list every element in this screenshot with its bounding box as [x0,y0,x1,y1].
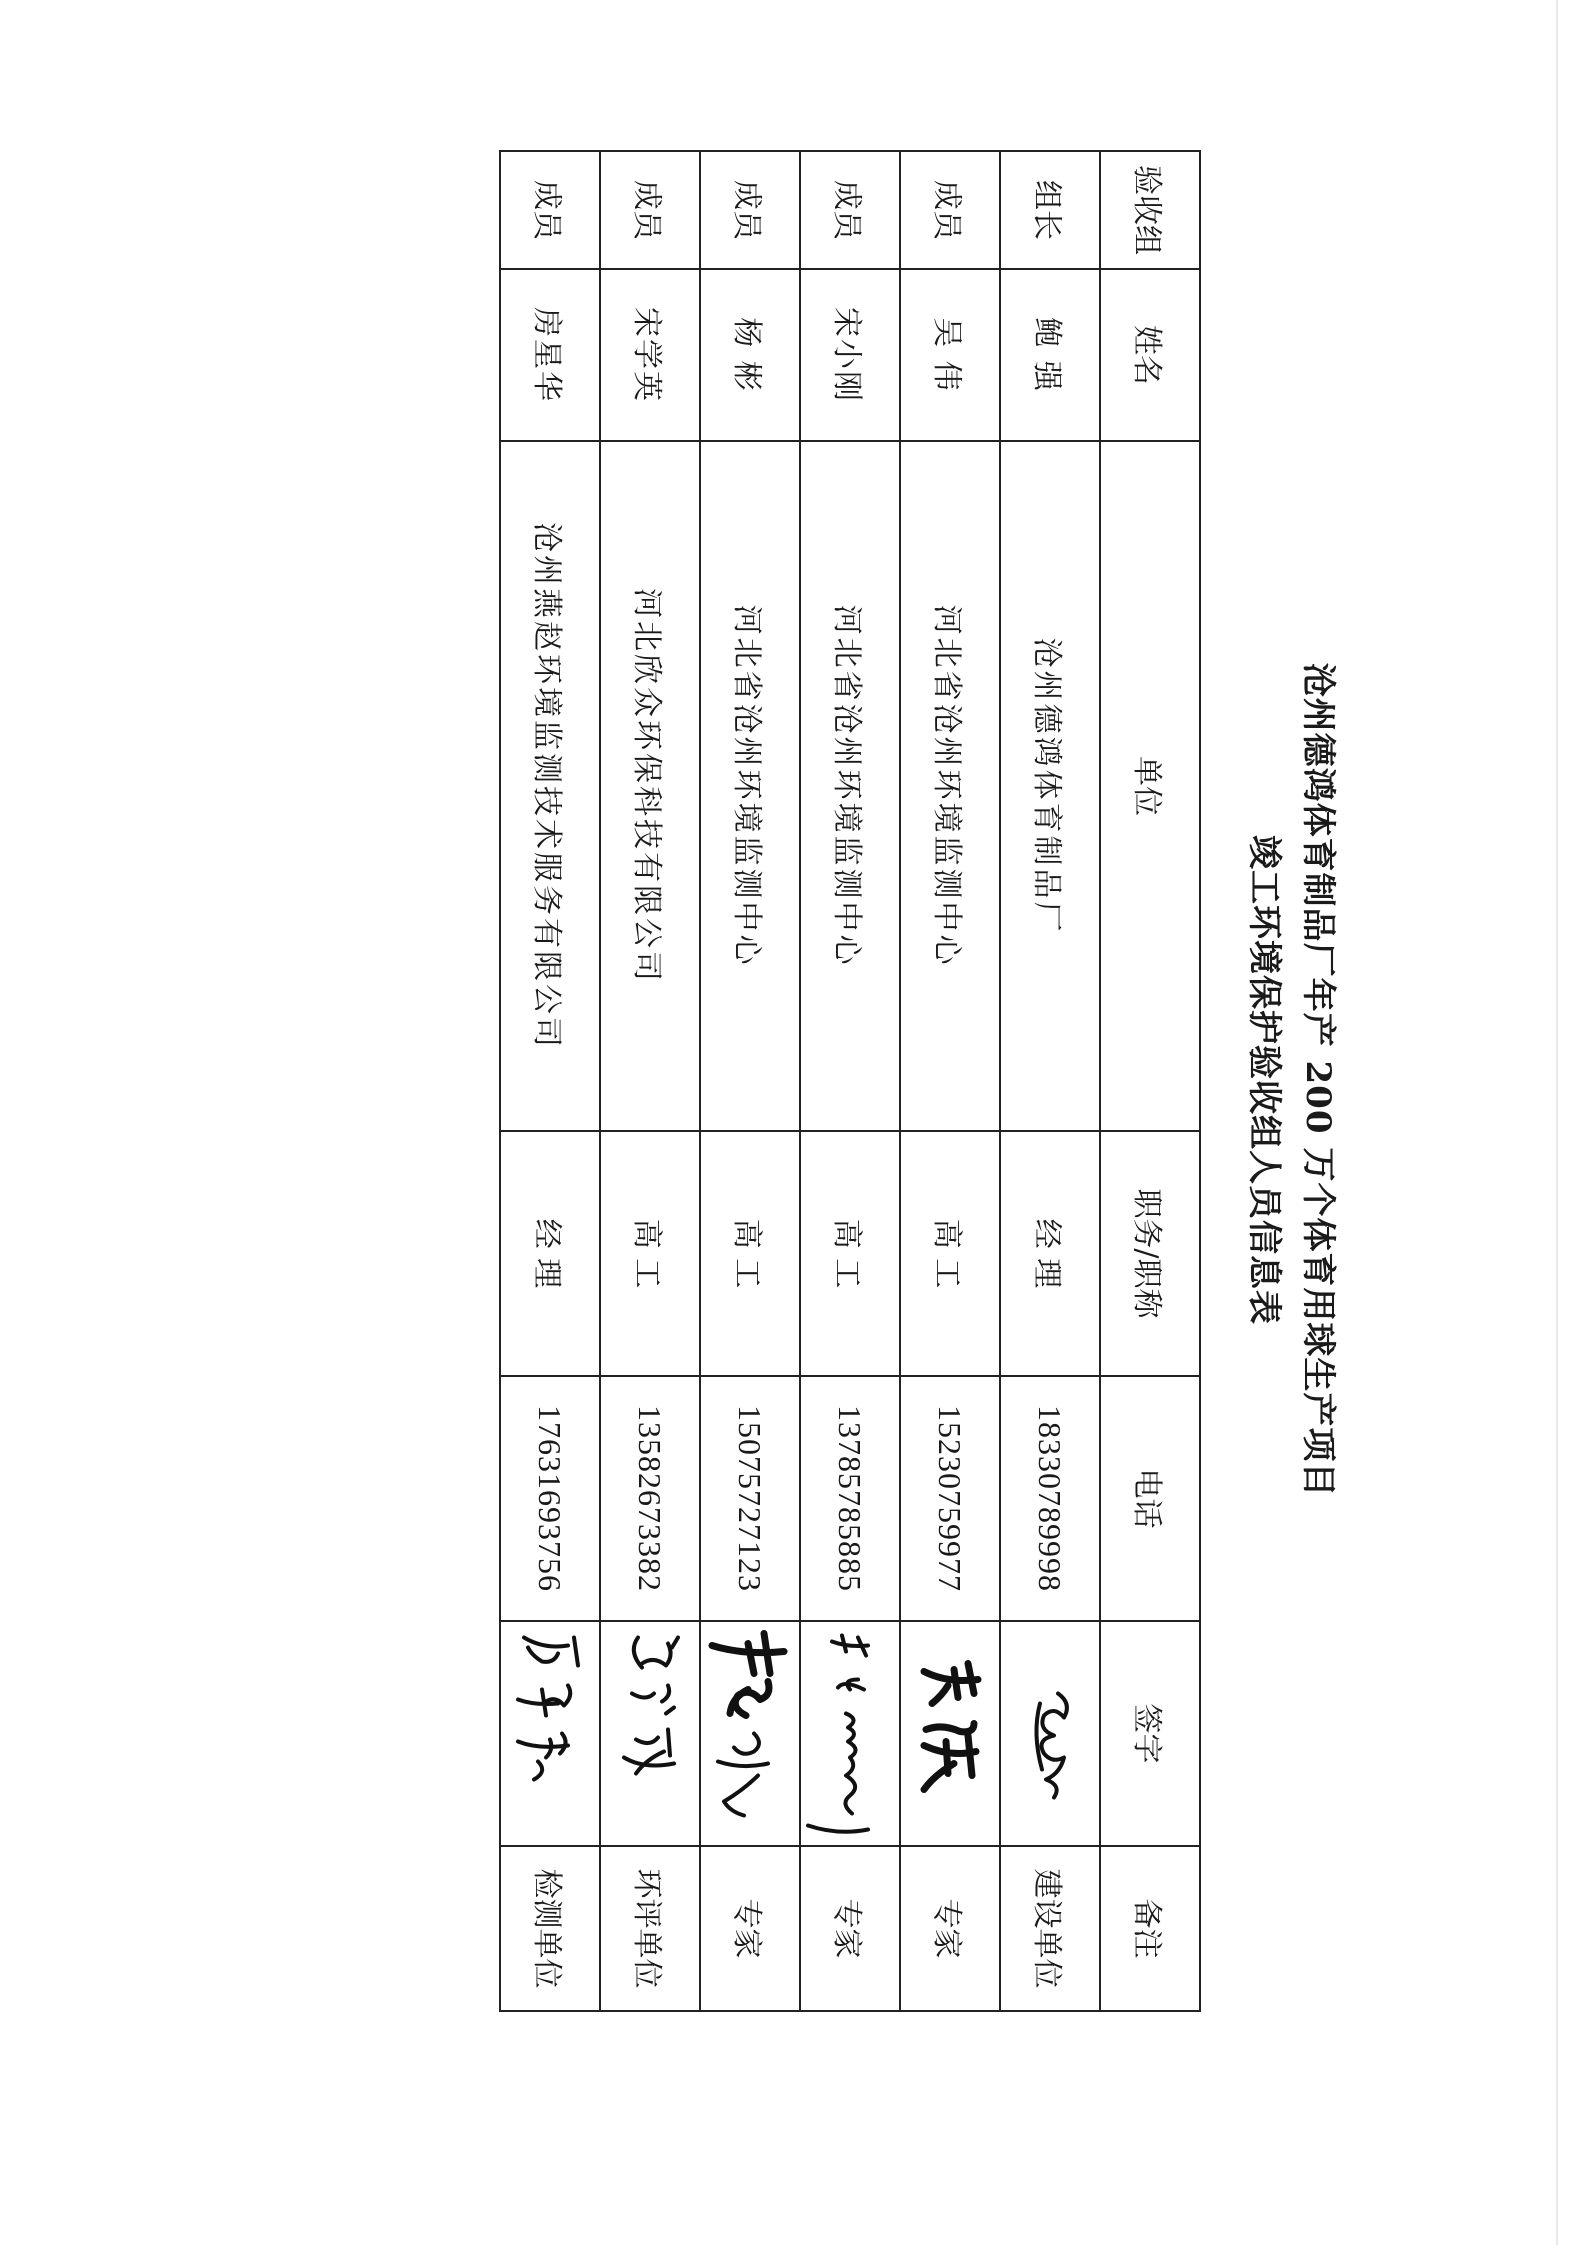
title-cell: 高 工 [900,1131,1000,1376]
unit-cell: 河北省沧州环境监测中心 [800,441,900,1131]
header-cell: 备注 [1100,1846,1200,2011]
phone-cell: 15075727123 [700,1376,800,1621]
note-cell: 检测单位 [500,1846,600,2011]
signature-cell [800,1621,900,1846]
table-row [900,151,1000,2011]
table-row [600,151,700,2011]
handwritten-signature [502,1622,598,1845]
personnel-table [499,150,1201,2012]
title-cell: 高 工 [700,1131,800,1376]
note-cell: 专家 [900,1846,1000,2011]
name-cell: 吴 伟 [900,269,1000,441]
note-cell: 环评单位 [600,1846,700,2011]
table-row [700,151,800,2011]
scan-edge-line [1556,0,1558,2245]
title-cell: 高 工 [800,1131,900,1376]
handwritten-signature [702,1622,798,1845]
note-cell: 专家 [800,1846,900,2011]
name-cell: 房星华 [500,269,600,441]
unit-cell: 沧州德鸿体育制品厂 [1000,441,1100,1131]
signature-cell [700,1621,800,1846]
name-cell: 杨 彬 [700,269,800,441]
handwritten-signature [902,1622,998,1845]
table-row [1000,151,1100,2011]
signature-cell [500,1621,600,1846]
document-title: 沧州德鸿体育制品厂年产 200 万个体育用球生产项目 [1298,662,1338,1498]
name-cell: 鲍 强 [1000,269,1100,441]
unit-cell: 沧州燕赵环境监测技术服务有限公司 [500,441,600,1131]
phone-cell: 18330789998 [1000,1376,1100,1621]
table-row [500,151,600,2011]
header-cell: 单位 [1100,441,1200,1131]
role-cell: 成员 [800,151,900,269]
role-cell: 组长 [1000,151,1100,269]
signature-cell [1000,1621,1100,1846]
unit-cell: 河北欣众环保科技有限公司 [600,441,700,1131]
table-header-row [1100,151,1200,2011]
header-cell: 职务/职称 [1100,1131,1200,1376]
unit-cell: 河北省沧州环境监测中心 [700,441,800,1131]
phone-cell: 15230759977 [900,1376,1000,1621]
document-sheet [395,150,1355,2010]
note-cell: 专家 [700,1846,800,2011]
header-cell: 姓名 [1100,269,1200,441]
role-cell: 成员 [700,151,800,269]
header-cell: 电话 [1100,1376,1200,1621]
signature-cell [900,1621,1000,1846]
handwritten-signature [1002,1622,1098,1845]
role-cell: 成员 [900,151,1000,269]
phone-cell: 17631693756 [500,1376,600,1621]
note-cell: 建设单位 [1000,1846,1100,2011]
header-cell: 签字 [1100,1621,1200,1846]
name-cell: 宋学英 [600,269,700,441]
table-row [800,151,900,2011]
header-cell: 验收组 [1100,151,1200,269]
handwritten-signature [802,1622,898,1845]
title-cell: 高 工 [600,1131,700,1376]
unit-cell: 河北省沧州环境监测中心 [900,441,1000,1131]
title-cell: 经 理 [500,1131,600,1376]
signature-cell [600,1621,700,1846]
name-cell: 宋小刚 [800,269,900,441]
role-cell: 成员 [500,151,600,269]
document-subtitle: 竣工环境保护验收组人员信息表 [1244,835,1284,1325]
title-cell: 经 理 [1000,1131,1100,1376]
role-cell: 成员 [600,151,700,269]
handwritten-signature [602,1622,698,1845]
phone-cell: 13785785885 [800,1376,900,1621]
phone-cell: 13582673382 [600,1376,700,1621]
